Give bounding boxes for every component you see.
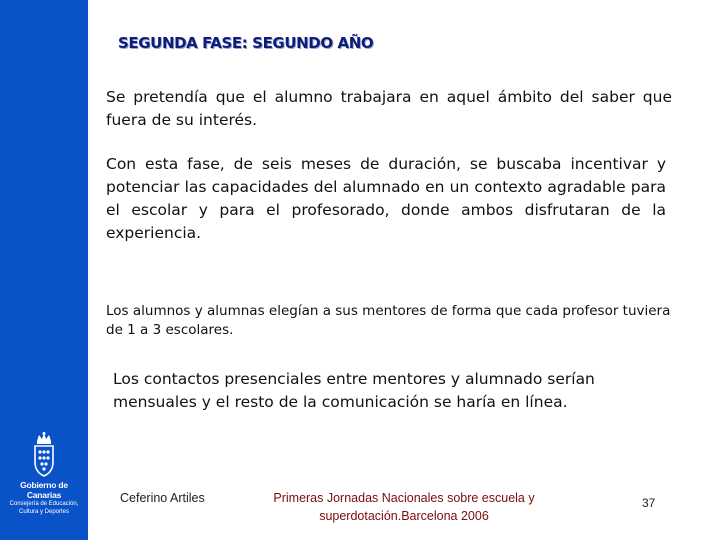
- left-sidebar-band: [0, 0, 88, 540]
- paragraph-interest: Se pretendía que el alumno trabajara en aquel ámbito del saber que fuera de su interés.: [106, 88, 672, 129]
- page-number: 37: [642, 496, 656, 510]
- slide-title: SEGUNDA FASE: SEGUNDO AÑO: [118, 34, 374, 52]
- logo-subtitle-line1: Consejería de Educación,: [9, 501, 79, 507]
- gobierno-canarias-logo: [6, 432, 82, 515]
- footer-author: Ceferino Artiles: [120, 491, 205, 505]
- paragraph-phase-duration: Con esta fase, de seis meses de duración, se buscaba incentivar y potenciar las capacidades del alumnado en un contexto agradable para el escolar y para el profesorado, donde ambos disfrutaran de la experiencia.: [106, 155, 666, 242]
- paragraph-mentor-choice: Los alumnos y alumnas elegían a sus mentores de forma que cada profesor tuviera de 1 a 3 escolares.: [106, 303, 671, 338]
- coat-of-arms-icon: [31, 432, 57, 478]
- footer-event: Primeras Jornadas Nacionales sobre escuela y superdotación.Barcelona 2006: [273, 491, 535, 523]
- logo-subtitle-line2: Cultura y Deportes: [18, 509, 70, 515]
- logo-name: Gobierno de Canarias: [20, 480, 68, 500]
- paragraph-contacts: Los contactos presenciales entre mentores y alumnado serían mensuales y el resto de la comunicación se haría en línea.: [113, 370, 595, 411]
